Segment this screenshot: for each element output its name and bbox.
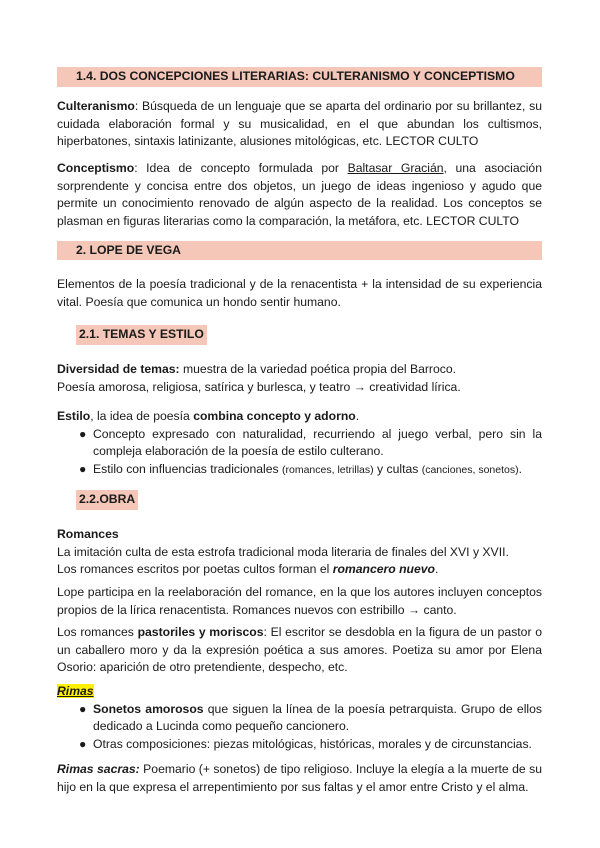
romances-line1: La imitación culta de esta estrofa tradicional moda literaria de finales del XVI y XVII. — [57, 544, 509, 559]
diversidad-term: Diversidad de temas: — [57, 362, 180, 376]
rimas-sacras-paragraph: Rimas sacras: Poemario (+ sonetos) de tipo religioso. Incluye la elegía a la muerte de su hijo en la que expresa el arrepentimiento por sus faltas y el amor entre Cristo y el alma. — [57, 762, 542, 794]
section-title: 2.1. TEMAS Y ESTILO — [79, 327, 204, 341]
bullet-icon: ● — [79, 736, 87, 751]
bullet-icon: ● — [79, 426, 87, 441]
diversidad-line2: Poesía amorosa, religiosa, satírica y burlesca, y teatro → creatividad lírica. — [57, 379, 461, 394]
romancero-nuevo: romancero nuevo — [332, 562, 435, 576]
lope-participa-paragraph: Lope participa en la reelaboración del romance, en la que los autores incluyen conceptos propios de la lírica renacentista. Romances nuevos con estribillo → canto. — [57, 585, 542, 617]
list-item: ● Otras composiciones: piezas mitológicas, históricas, morales y de circunstancias. — [57, 736, 542, 754]
section-title: 1.4. DOS CONCEPCIONES LITERARIAS: CULTERANISMO Y CONCEPTISMO — [76, 69, 515, 83]
conceptismo-text: : Idea de concepto formulada por — [134, 161, 348, 175]
estilo-block: Estilo, la idea de poesía combina concepto y adorno. ● Concepto expresado con naturalidad, recurriendo al juego verbal, pero sin la compleja elaboración de la poesía de estilo culterano. ● Estilo con influencias tradicionales (romances, letrillas) y cultas (canciones, sonetos). — [57, 408, 542, 479]
section-heading-1-4 — [57, 67, 542, 87]
author-link: Baltasar Gracián — [347, 161, 444, 175]
estilo-term: Estilo — [57, 409, 91, 423]
culteranismo-paragraph — [57, 98, 542, 151]
bullet-icon: ● — [79, 461, 87, 476]
list-item: ● Concepto expresado con naturalidad, recurriendo al juego verbal, pero sin la compleja elaboración de la poesía de estilo culterano. — [79, 426, 542, 458]
section-heading-2 — [57, 241, 542, 260]
lope-intro-paragraph: Elementos de la poesía tradicional y de la renacentista + la intensidad de su experiencia vital. Poesía que comunica un hondo sentir humano. — [57, 277, 542, 309]
pastoriles-paragraph: Los romances pastoriles y moriscos: El escritor se desdobla en la figura de un pastor o un caballero moro y da la expresión poética a sus amores. Poetiza su amor por Elena Osorio: aparición de otro pretendiente, despecho, etc. — [57, 625, 542, 674]
section-title: 2. LOPE DE VEGA — [76, 243, 181, 257]
estilo-list — [57, 426, 542, 480]
pastoriles-term: pastoriles y moriscos — [137, 625, 264, 639]
rimas-block — [57, 683, 542, 753]
list-item: ● Sonetos amorosos que siguen la línea de la poesía petrarquista. Grupo de ellos dedicado a Lucinda como pequeño cancionero. — [79, 701, 542, 733]
culteranismo-text: : Búsqueda de un lenguaje que se aparta del ordinario por su brillantez, su cuidada elaboración formal y su musicalidad, en el que abundan los cultismos, hiperbatones, sintaxis latinizante, alusiones mitológicas, etc. LECTOR CULTO — [57, 99, 542, 148]
culteranismo-term: Culteranismo — [57, 99, 135, 113]
estilo-bold: combina concepto y adorno — [193, 409, 356, 423]
diversidad-text: muestra de la variedad poética propia del Barroco. — [179, 362, 457, 376]
romances-title: Romances — [57, 527, 119, 541]
conceptismo-term: Conceptismo — [57, 161, 135, 175]
rimas-list — [57, 701, 542, 754]
section-title: 2.2.OBRA — [79, 492, 136, 506]
conceptismo-text-cont: , una asociación sorprendente y concisa entre dos objetos, un juego de ideas ingenioso y agudo que permite un conocimiento renovado de algún aspecto de la realidad. Los conceptos se plasman en figuras literarias como la comparación, la metáfora, etc. LECTOR CULTO — [57, 161, 542, 228]
rimas-sacras-term: Rimas sacras: — [57, 762, 140, 776]
rimas-title: Rimas — [57, 684, 94, 698]
conceptismo-paragraph — [57, 160, 542, 230]
diversidad-block — [57, 361, 542, 396]
section-heading-2-1 — [76, 325, 207, 345]
list-item: ● Estilo con influencias tradicionales (romances, letrillas) y cultas (canciones, sonetos). — [57, 461, 542, 480]
section-heading-2-2 — [76, 490, 138, 510]
romances-block: Romances La imitación culta de esta estrofa tradicional moda literaria de finales del XVI y XVII. Los romances escritos por poetas cultos forman el romancero nuevo. — [57, 526, 542, 579]
bullet-icon: ● — [79, 701, 87, 716]
